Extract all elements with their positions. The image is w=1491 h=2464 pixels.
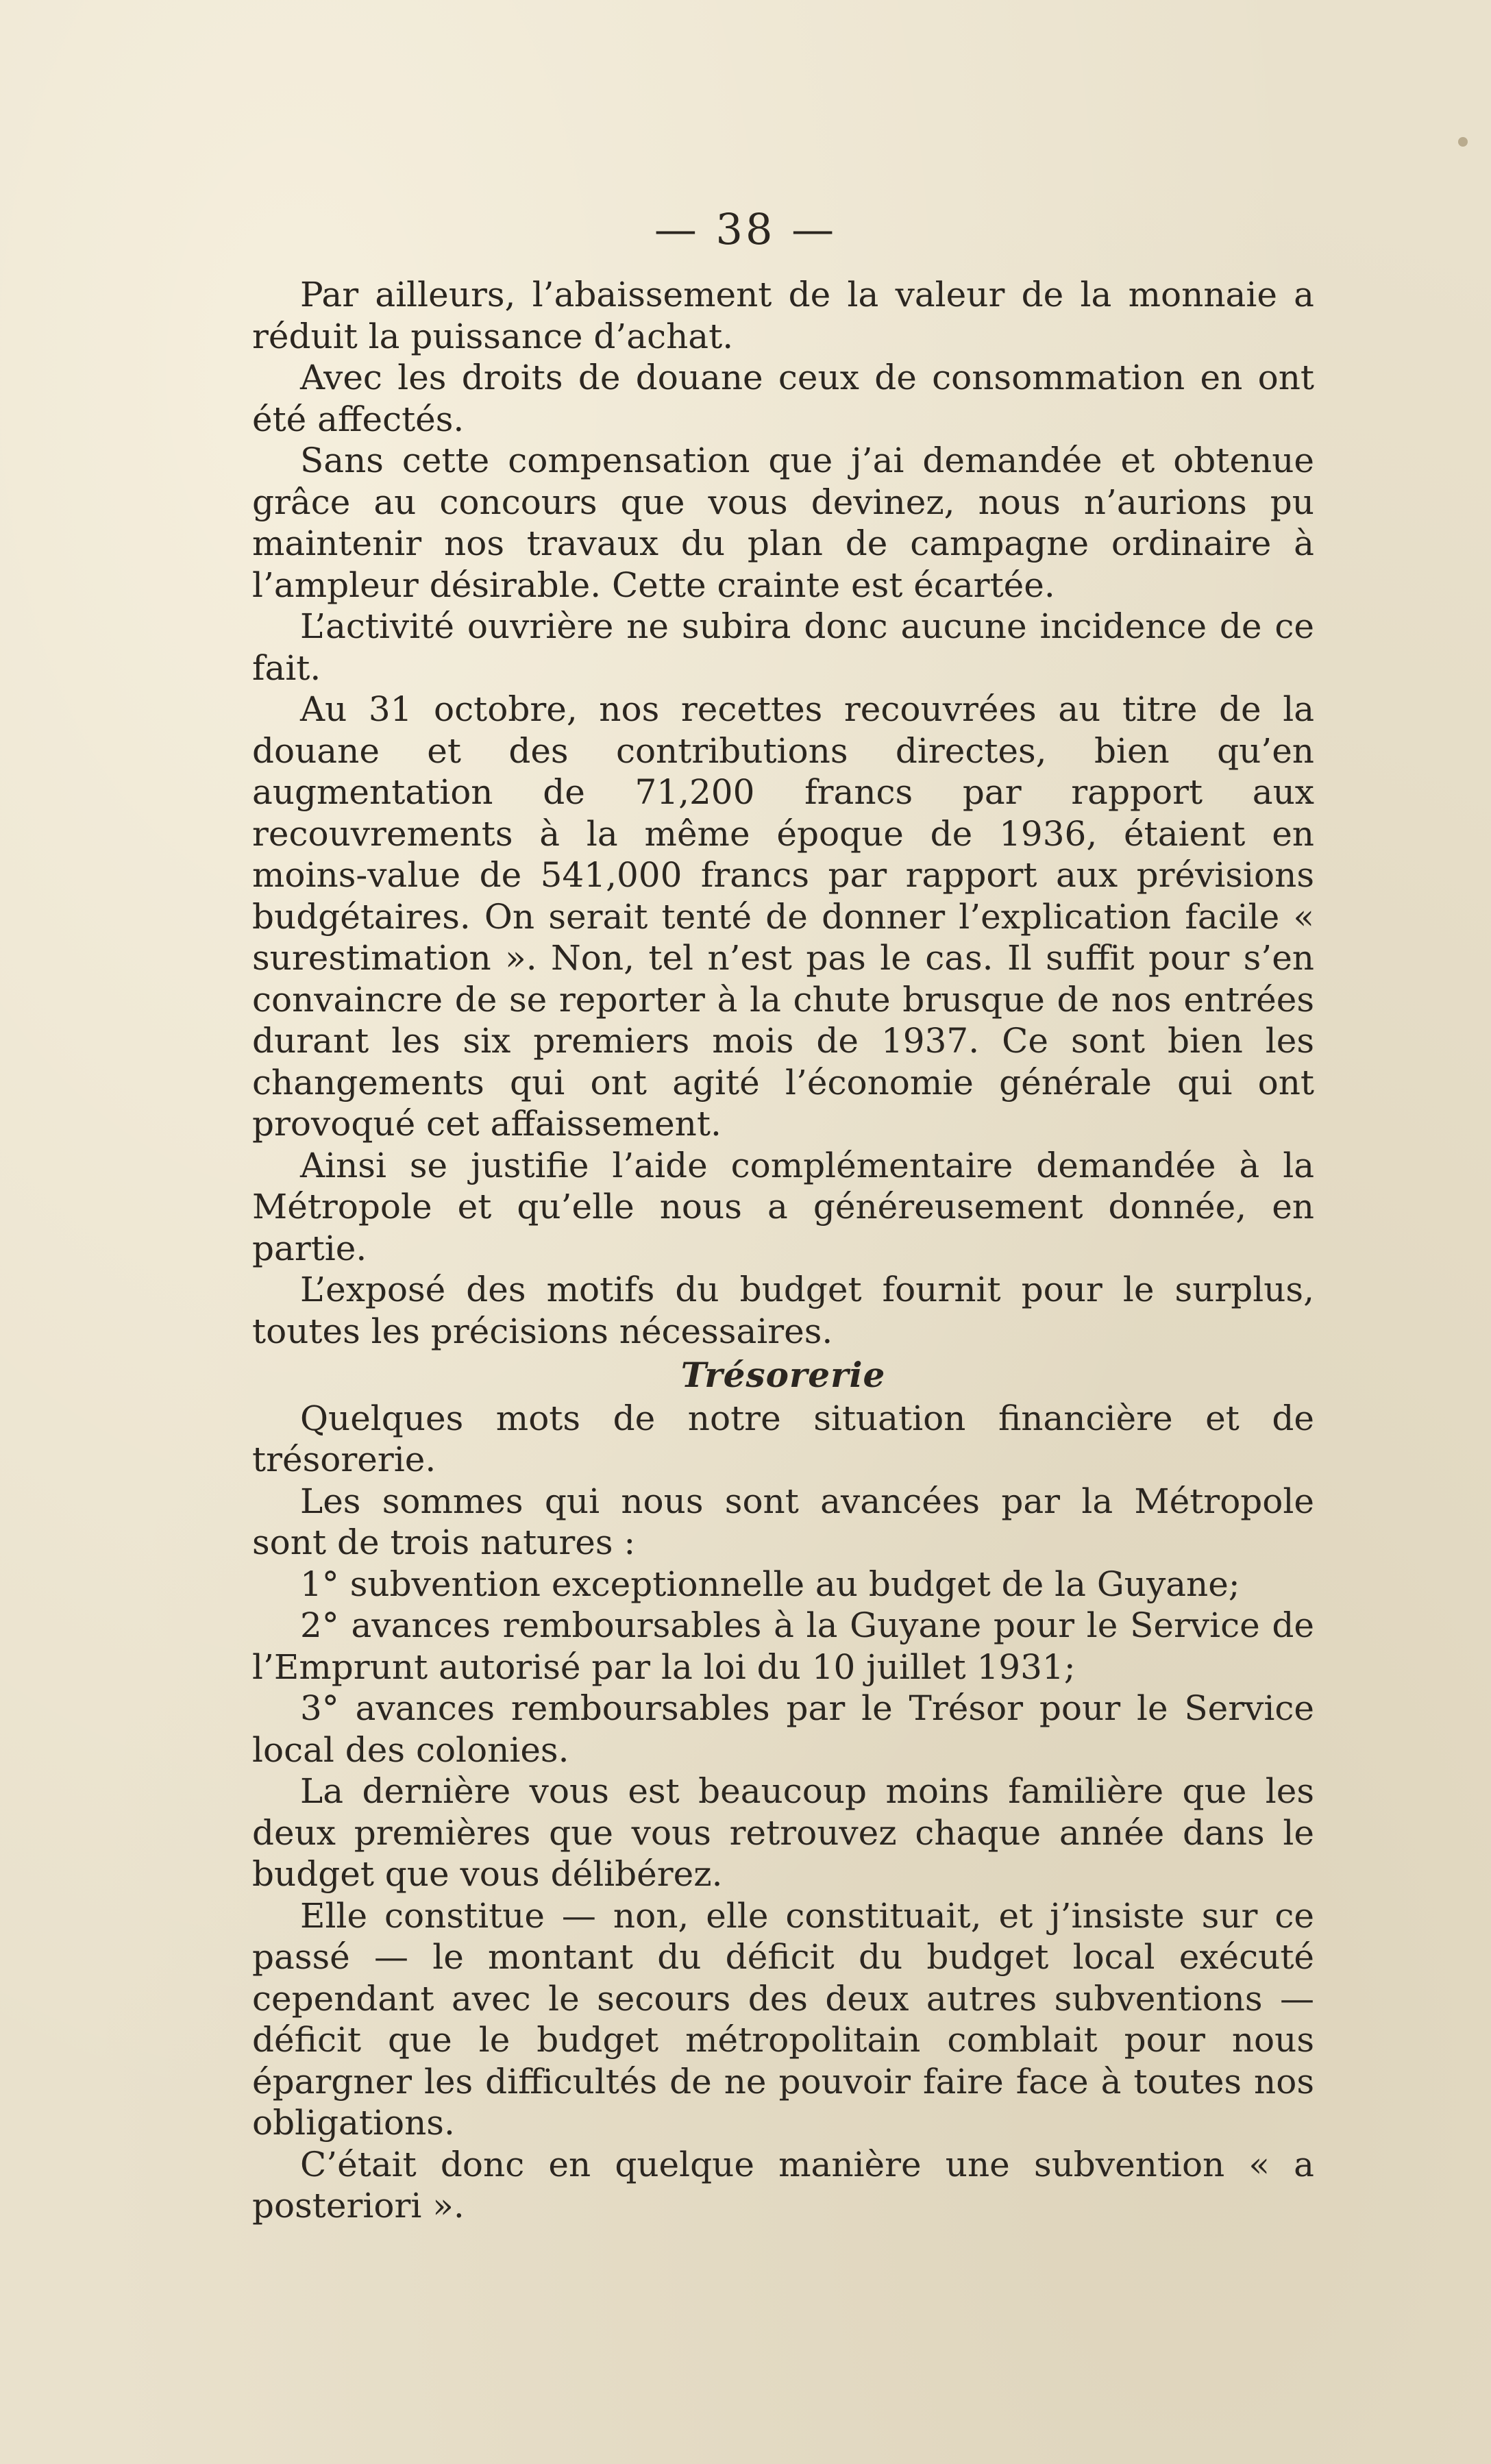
paragraph: Par ailleurs, l’abaissement de la valeur de la monnaie a réduit la puissance d’achat. bbox=[252, 275, 1314, 356]
body-text bbox=[252, 274, 1314, 2227]
paragraph: L’exposé des motifs du budget fournit pour le surplus, toutes les précisions nécessaires. bbox=[252, 1270, 1314, 1351]
paragraph: Quelques mots de notre situation financière et de trésorerie. bbox=[252, 1398, 1314, 1479]
paragraph: Avec les droits de douane ceux de consommation en ont été affectés. bbox=[252, 358, 1314, 439]
page-number: — 38 — bbox=[654, 204, 837, 254]
list-item: 2° avances remboursables à la Guyane pour le Service de l’Emprunt autorisé par la loi du 10 juillet 1931; bbox=[252, 1605, 1314, 1687]
paragraph: C’était donc en quelque manière une subvention « a posteriori ». bbox=[252, 2144, 1314, 2226]
list-item: 3° avances remboursables par le Trésor pour le Service local des colonies. bbox=[252, 1688, 1314, 1770]
paragraph: Les sommes qui nous sont avancées par la Métropole sont de trois natures : bbox=[252, 1481, 1314, 1562]
paragraph: Elle constitue — non, elle constituait, et j’insiste sur ce passé — le montant du déficit du budget local exécuté cependant avec le secours des deux autres subventions — déficit que le budget métropolitain comblait pour nous épargner les difficultés de ne pouvoir faire face à toutes nos obligations. bbox=[252, 1895, 1314, 2143]
paragraph: La dernière vous est beaucoup moins familière que les deux premières que vous retrouvez chaque année dans le budget que vous délibérez. bbox=[252, 1771, 1314, 1894]
paragraph: Au 31 octobre, nos recettes recouvrées au titre de la douane et des contributions directes, bien qu’en augmentation de 71,200 francs par rapport aux recouvrements à la même époque de 1936, étaient en moins-value de 541,000 francs par rapport aux prévisions budgétaires. On serait tenté de donner l’explication facile « surestimation ». Non, tel n’est pas le cas. Il suffit pour s’en convaincre de se reporter à la chute brusque de nos entrées durant les six premiers mois de 1937. Ce sont bien les changements qui ont agité l’économie générale qui ont provoqué cet affaissement. bbox=[252, 689, 1314, 1144]
paragraph: L’activité ouvrière ne subira donc aucune incidence de ce fait. bbox=[252, 606, 1314, 688]
paper-speck bbox=[1458, 137, 1468, 147]
list-item: 1° subvention exceptionnelle au budget de la Guyane; bbox=[300, 1564, 1240, 1604]
paragraph: Ainsi se justifie l’aide complémentaire demandée à la Métropole et qu’elle nous a généreusement donnée, en partie. bbox=[252, 1145, 1314, 1268]
section-title: Trésorerie bbox=[680, 1355, 886, 1395]
paragraph: Sans cette compensation que j’ai demandée et obtenue grâce au concours que vous devinez, nous n’aurions pu maintenir nos travaux du plan de campagne ordinaire à l’ampleur désirable. Cette crainte est écartée. bbox=[252, 441, 1314, 605]
